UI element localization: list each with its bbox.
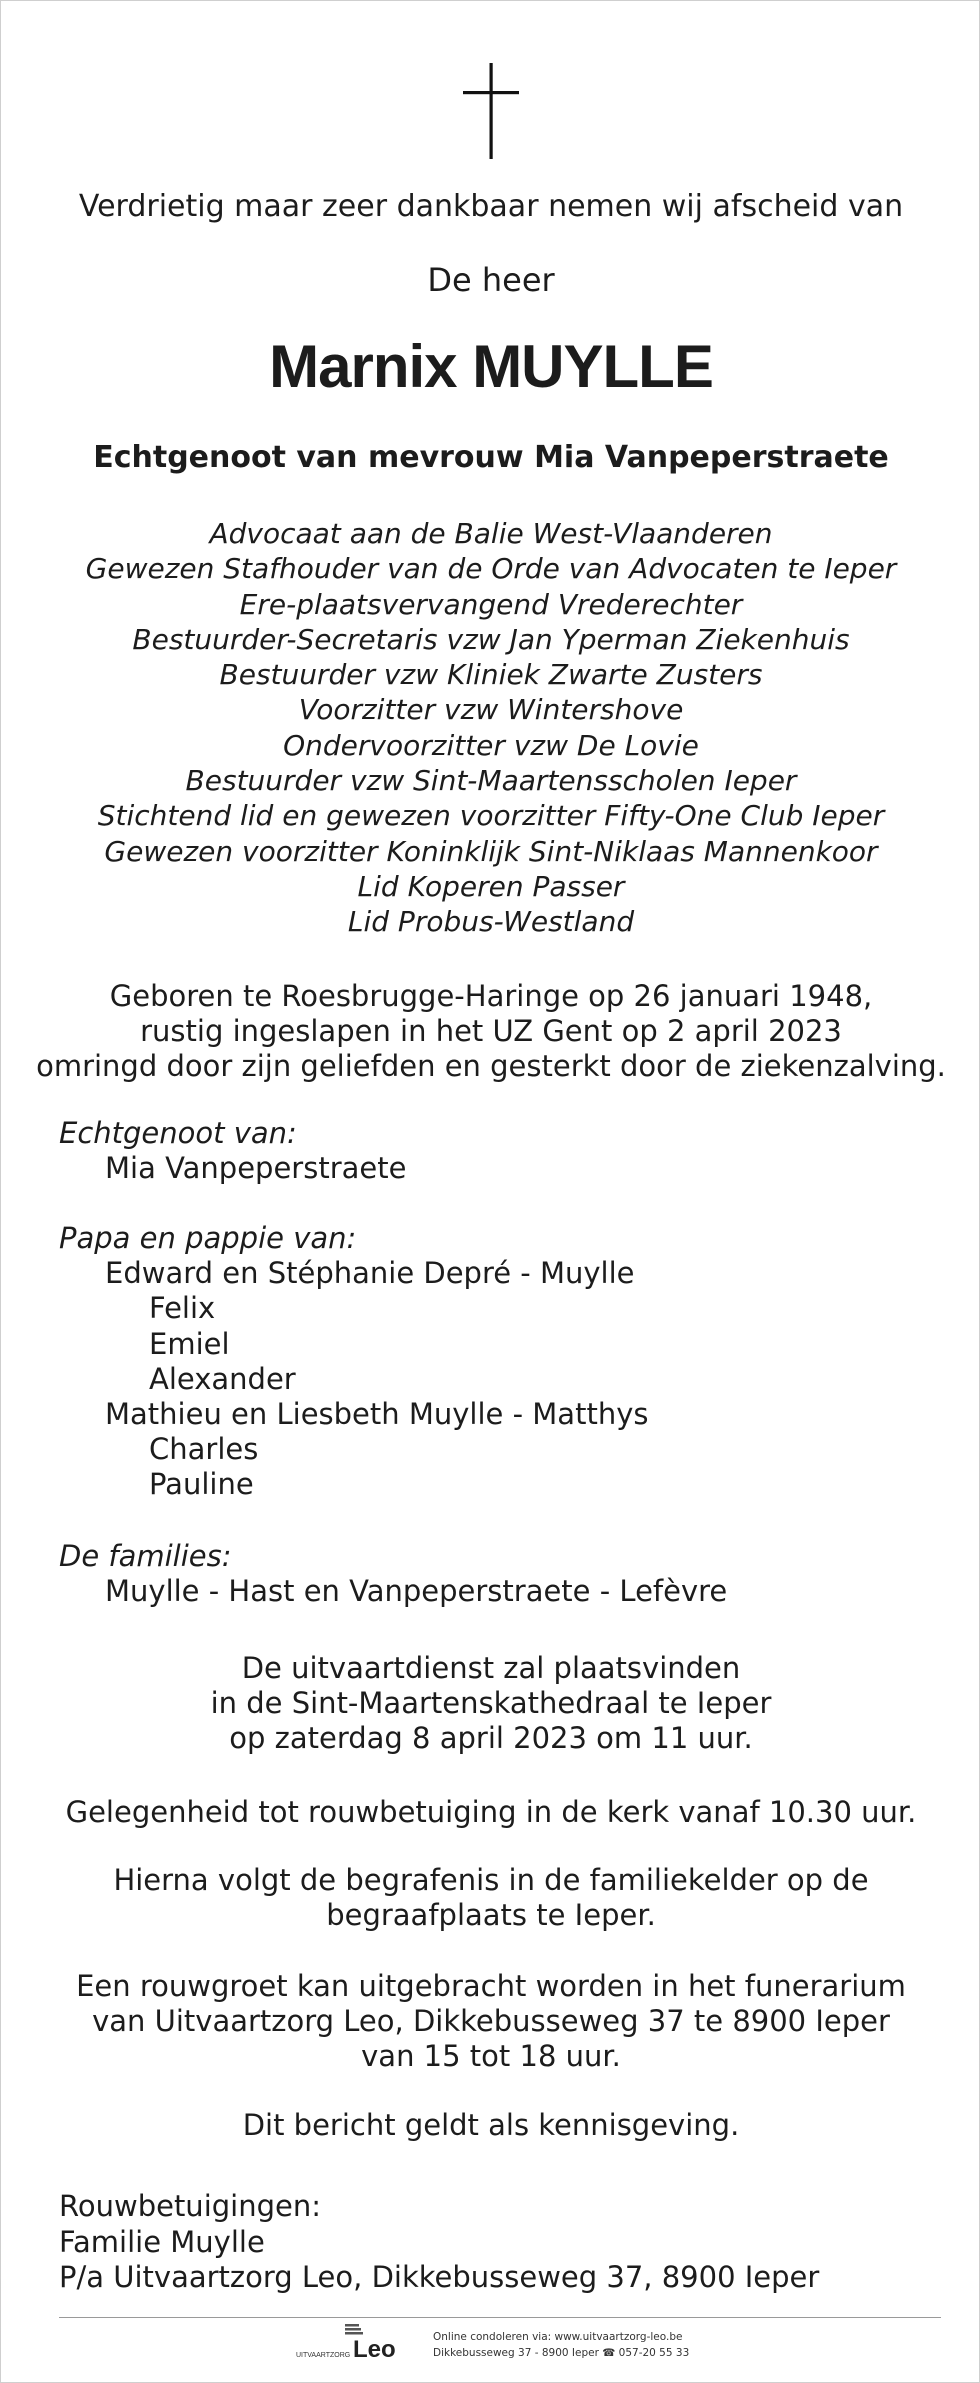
footer-address: Dikkebusseweg 37 - 8900 Ieper ☎ 057-20 55 33: [433, 2347, 690, 2359]
role-item: Ere-plaatsvervangend Vrederechter: [239, 587, 743, 621]
address-family: Familie Muylle: [59, 2224, 265, 2259]
role-item: Bestuurder vzw Kliniek Zwarte Zusters: [219, 658, 763, 692]
cross-icon: [463, 63, 519, 159]
notice-statement: Dit bericht geldt als kennisgeving.: [242, 2108, 740, 2142]
visitation-info: [1, 1969, 980, 2074]
service-line: in de Sint-Maartenskathedraal te Ieper: [210, 1686, 772, 1720]
service-line: op zaterdag 8 april 2023 om 11 uur.: [229, 1721, 753, 1755]
grandchild: Charles: [149, 1432, 259, 1467]
footer-divider: [59, 2317, 941, 2318]
intro-text: Verdrietig maar zeer dankbaar nemen wij afscheid van: [78, 189, 904, 224]
birth-line: omringd door zijn geliefden en gesterkt door de ziekenzalving.: [36, 1049, 946, 1083]
children-heading: Papa en pappie van:: [59, 1221, 357, 1255]
grandchild: Alexander: [149, 1361, 296, 1396]
visitation-line: van 15 tot 18 uur.: [361, 2039, 621, 2073]
birth-death-info: [1, 979, 980, 1084]
families-section: [59, 1539, 727, 1609]
visitation-line: van Uitvaartzorg Leo, Dikkebusseweg 37 te 8900 Ieper: [92, 2004, 890, 2038]
logo-big-text: Leo: [353, 2336, 396, 2363]
role-item: Ondervoorzitter vzw De Lovie: [283, 728, 699, 762]
service-info: [1, 1651, 980, 1756]
role-item: Gewezen Stafhouder van de Orde van Advocaten te Ieper: [85, 552, 897, 586]
children-section: [59, 1221, 648, 1503]
role-item: Voorzitter vzw Wintershove: [298, 693, 684, 727]
footer-website: Online condoleren via: www.uitvaartzorg-leo.be: [433, 2331, 683, 2343]
spouse-subtitle: Echtgenoot van mevrouw Mia Vanpeperstraete: [93, 440, 889, 475]
uitvaartzorg-leo-logo: [293, 2321, 423, 2365]
address-heading: Rouwbetuigingen:: [59, 2189, 321, 2223]
spouse-section: [59, 1116, 406, 1186]
visitation-line: Een rouwgroet kan uitgebracht worden in het funerarium: [76, 1969, 906, 2003]
burial-line: begraafplaats te Ieper.: [326, 1898, 656, 1932]
honorific: De heer: [427, 261, 555, 299]
spouse-heading: Echtgenoot van:: [59, 1116, 297, 1150]
logo-small-text: UITVAARTZORG: [296, 2352, 351, 2359]
footer-contact: [433, 2329, 689, 2361]
role-item: Bestuurder-Secretaris vzw Jan Yperman Ziekenhuis: [132, 622, 850, 656]
burial-line: Hierna volgt de begrafenis in de familiekelder op de: [113, 1863, 869, 1897]
role-item: Gewezen voorzitter Koninklijk Sint-Niklaas Mannenkoor: [104, 834, 878, 868]
condolence-address: [59, 2189, 819, 2296]
burial-info: [1, 1863, 980, 1933]
condolence-info: Gelegenheid tot rouwbetuiging in de kerk vanaf 10.30 uur.: [65, 1795, 917, 1829]
grandchild: Pauline: [149, 1467, 254, 1502]
role-item: Advocaat aan de Balie West-Vlaanderen: [209, 517, 773, 550]
birth-line: Geboren te Roesbrugge-Haringe op 26 januari 1948,: [109, 979, 873, 1013]
service-line: De uitvaartdienst zal plaatsvinden: [241, 1651, 741, 1685]
address-line: P/a Uitvaartzorg Leo, Dikkebusseweg 37, 8900 Ieper: [59, 2260, 820, 2294]
spouse-name: Mia Vanpeperstraete: [105, 1151, 407, 1186]
role-item: Lid Koperen Passer: [357, 869, 625, 903]
roles-list: [1, 516, 980, 940]
families-heading: De families:: [59, 1539, 232, 1573]
child-family: Edward en Stéphanie Depré - Muylle: [105, 1256, 635, 1291]
role-item: Stichtend lid en gewezen voorzitter Fifty-One Club Ieper: [97, 799, 885, 833]
grandchild: Emiel: [149, 1326, 230, 1361]
families-names: Muylle - Hast en Vanpeperstraete - Lefèvre: [105, 1574, 728, 1609]
deceased-name: Marnix MUYLLE: [269, 333, 713, 400]
role-item: Bestuurder vzw Sint-Maartensscholen Ieper: [185, 764, 797, 798]
role-item: Lid Probus-Westland: [347, 905, 635, 939]
grandchild: Felix: [149, 1291, 216, 1326]
child-family: Mathieu en Liesbeth Muylle - Matthys: [105, 1397, 649, 1432]
birth-line: rustig ingeslapen in het UZ Gent op 2 april 2023: [140, 1014, 842, 1048]
